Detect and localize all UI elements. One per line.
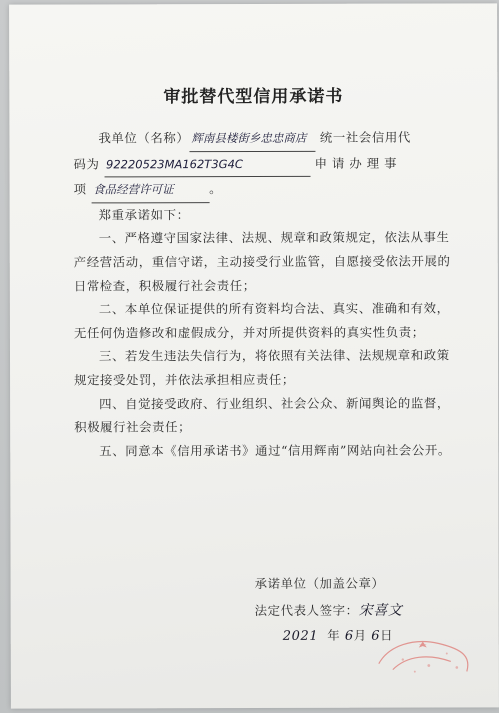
- date-day-char: 日: [380, 627, 394, 643]
- date-year-char: 年: [327, 627, 341, 643]
- date-year: 2021: [282, 628, 319, 644]
- document-title: 审批替代型信用承诺书: [163, 86, 344, 108]
- date-month-char: 月: [353, 627, 367, 643]
- unit-name-handwritten: 辉南县楼街乡忠忠商店: [189, 127, 315, 152]
- item-prefix-label: 项: [73, 181, 87, 197]
- intro-prefix-label: 我单位（名称）: [98, 130, 190, 146]
- item-name-handwritten: 食品经营许可证: [91, 178, 209, 203]
- document-sheet: [9, 3, 499, 708]
- rep-signature: 宋喜文: [358, 602, 403, 619]
- intro-block: [73, 125, 458, 462]
- date-day: 6: [371, 628, 381, 644]
- rep-label: 法定代表人签字：: [254, 602, 359, 618]
- signature-unit-label: 承诺单位（加盖公章）: [254, 575, 385, 591]
- date-month: 6: [344, 628, 354, 644]
- clause-3: 三、若发生违法失信行为，将依照有关法律、法规规章和政策规定接受处罚，并依法承担相应责任；: [74, 347, 450, 388]
- intro-suffix-label: 统一社会信用代: [319, 129, 411, 145]
- intro-line-1: [73, 125, 457, 152]
- intro-line-3: [74, 177, 458, 204]
- code-prefix-label: 码为: [73, 155, 100, 172]
- seal-star: [419, 642, 427, 648]
- clause-2: 二、本单位保证提供的所有资料均合法、真实、准确和有效，无任何伪造修改和虚假成分，并对所提供资料的真实性负责；: [73, 300, 450, 341]
- seal-inner-arc: [393, 657, 451, 670]
- clause-4: 四、自觉接受政府、行业组织、社会公众、新闻舆论的监督，积极履行社会责任；: [74, 395, 450, 435]
- intro-line-2: [73, 151, 457, 178]
- item-end-punct: 。: [209, 181, 223, 197]
- credit-code-handwritten: 92220523MA162T3G4C: [104, 152, 310, 177]
- apply-label: 申请办理事: [314, 155, 402, 171]
- commit-header: 郑重承诺如下：: [98, 206, 190, 223]
- clause-5: 五、同意本《信用承诺书》通过“信用辉南”网站向社会公开。: [99, 442, 451, 459]
- clause-1: 一、严格遵守国家法律、法规、规章和政策规定，依法从事生产经营活动，重信守诺，主动接受行业监管，自愿接受依法开展的日常检查，积极履行社会责任；: [73, 229, 451, 294]
- official-seal-stamp: [359, 585, 479, 677]
